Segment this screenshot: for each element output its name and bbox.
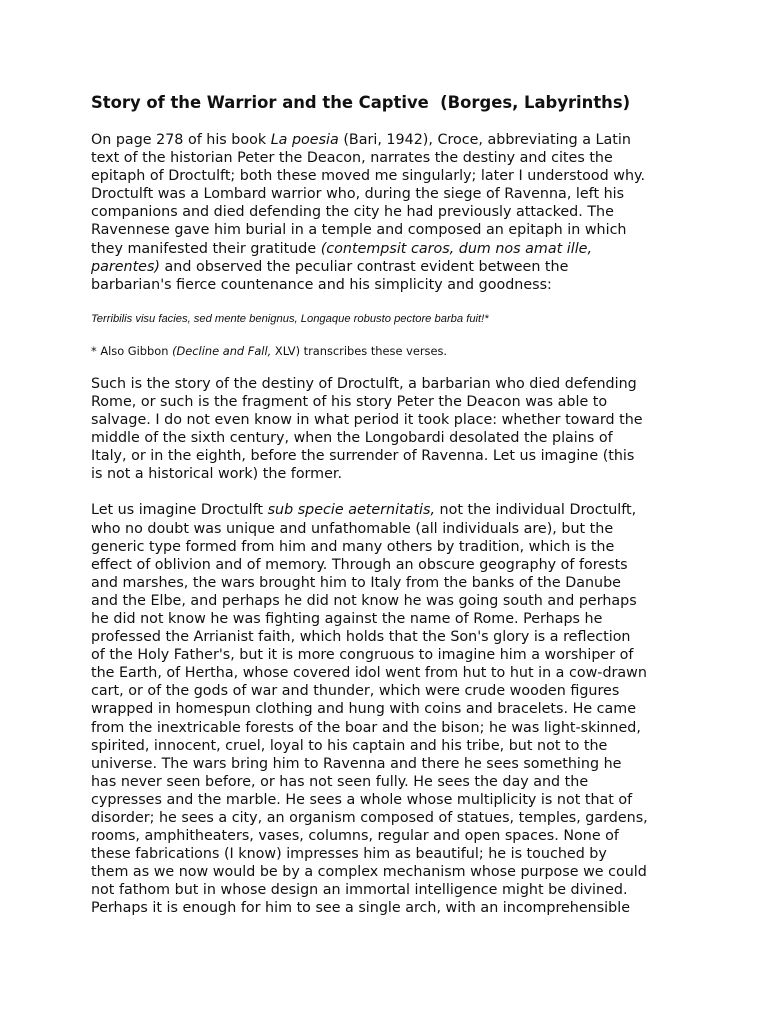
text-line: companions and died defending the city he had previously attacked. The xyxy=(91,204,614,221)
text-line: cypresses and the marble. He sees a whole whose multiplicity is not that of xyxy=(91,791,633,808)
text-line: Ravennese gave him burial in a temple and composed an epitaph in which xyxy=(91,222,627,239)
book-title: La poesia xyxy=(270,132,339,148)
text-line xyxy=(91,501,691,519)
paragraph-destiny xyxy=(91,375,691,484)
text-line: universe. The wars bring him to Ravenna and there he sees something he xyxy=(91,755,622,772)
text-span: they manifested their gratitude xyxy=(91,240,321,257)
text-line: middle of the sixth century, when the Longobardi desolated the plains of xyxy=(91,430,613,447)
document-title: Story of the Warrior and the Captive (Borges, Labyrinths) xyxy=(91,93,631,112)
text-line: spirited, innocent, cruel, loyal to his captain and his tribe, but not to the xyxy=(91,737,608,754)
text-line: Such is the story of the destiny of Droctulft, a barbarian who died defending xyxy=(91,375,637,392)
latin-quote: (contempsit caros, dum nos amat ille, xyxy=(320,240,593,257)
text-line: epitaph of Droctulft; both these moved me singularly; later I understood why. xyxy=(91,168,645,185)
text-span: and observed the peculiar contrast evident between the xyxy=(160,258,569,275)
text-line: and marshes, the wars brought him to Italy from the banks of the Danube xyxy=(91,574,621,591)
text-span: not the individual Droctulft, xyxy=(435,502,637,519)
text-line: Droctulft was a Lombard warrior who, during the siege of Ravenna, left his xyxy=(91,186,625,203)
text-line: cart, or of the gods of war and thunder, which were crude wooden figures xyxy=(91,683,620,700)
text-line: Italy, or in the eighth, before the surrender of Ravenna. Let us imagine (this xyxy=(91,448,635,465)
text-line xyxy=(91,240,691,258)
text-line: Perhaps it is enough for him to see a single arch, with an incomprehensible xyxy=(91,900,630,917)
text-line: text of the historian Peter the Deacon, narrates the destiny and cites the xyxy=(91,150,613,167)
text-line: wrapped in homespun clothing and hung with coins and bracelets. He came xyxy=(91,701,637,718)
text-line: professed the Arrianist faith, which holds that the Son's glory is a reflection xyxy=(91,629,631,646)
text-line: not fathom but in whose design an immortal intelligence might be divined. xyxy=(91,882,628,899)
document-page xyxy=(91,92,691,918)
text-line: them as we now would be by a complex mechanism whose purpose we could xyxy=(91,864,647,881)
text-line: rooms, amphitheaters, vases, columns, regular and open spaces. None of xyxy=(91,828,619,845)
text-line: Rome, or such is the fragment of his story Peter the Deacon was able to xyxy=(91,393,608,410)
paragraph-imagine xyxy=(91,501,691,917)
text-line: he did not know he was fighting against the name of Rome. Perhaps he xyxy=(91,610,603,627)
latin-quote: parentes) xyxy=(91,258,160,275)
text-span: Let us imagine Droctulft xyxy=(91,502,268,519)
text-line: disorder; he sees a city, an organism composed of statues, temples, gardens, xyxy=(91,810,648,826)
text-line: is not a historical work) the former. xyxy=(91,466,343,483)
text-line: who no doubt was unique and unfathomable (all individuals are), but the xyxy=(91,520,614,537)
text-span: (Bari, 1942), Croce, abbreviating a Latin xyxy=(338,132,631,148)
latin-phrase: sub specie aeternitatis, xyxy=(267,502,436,519)
text-line xyxy=(91,258,691,276)
text-line: generic type formed from him and many others by tradition, which is the xyxy=(91,538,615,555)
text-line: has never seen before, or has not seen fully. He sees the day and the xyxy=(91,773,589,790)
text-span: On page 278 of his book xyxy=(91,132,271,148)
paragraph-intro xyxy=(91,131,691,294)
footnote-suffix: XLV) transcribes these verses. xyxy=(271,343,448,358)
footnote-prefix: * Also Gibbon xyxy=(91,343,173,358)
footnote xyxy=(91,344,691,358)
epitaph-verse: Terribilis visu facies, sed mente benignus, Longaque robusto pectore barba fuit!* xyxy=(91,312,489,325)
text-line: of the Holy Father's, but it is more congruous to imagine him a worshiper of xyxy=(91,647,634,664)
text-line: salvage. I do not even know in what period it took place: whether toward the xyxy=(91,412,643,429)
text-line: barbarian's fierce countenance and his simplicity and goodness: xyxy=(91,276,552,293)
footnote-book-title: (Decline and Fall, xyxy=(172,343,272,358)
text-line: these fabrications (I know) impresses him as beautiful; he is touched by xyxy=(91,846,607,863)
text-line xyxy=(91,131,691,149)
text-line: from the inextricable forests of the boar and the bison; he was light-skinned, xyxy=(91,719,641,736)
text-line: effect of oblivion and of memory. Through an obscure geography of forests xyxy=(91,556,628,573)
text-line: and the Elbe, and perhaps he did not know he was going south and perhaps xyxy=(91,592,637,609)
text-line: the Earth, of Hertha, whose covered idol went from hut to hut in a cow-drawn xyxy=(91,665,647,682)
